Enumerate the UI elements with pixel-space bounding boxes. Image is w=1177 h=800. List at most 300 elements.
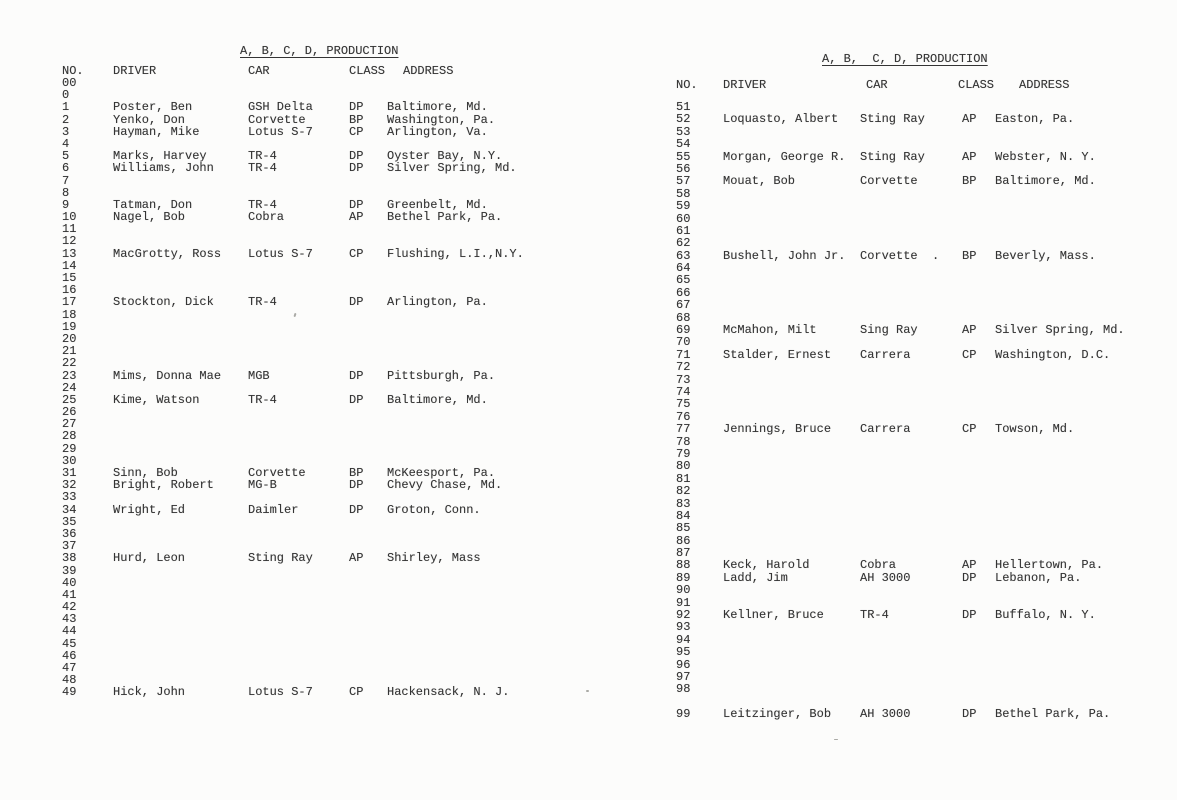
entry-number: 31 <box>62 466 77 480</box>
entry-car: TR-4 <box>248 161 277 176</box>
entry-address <box>995 621 1125 633</box>
entry-number: 95 <box>676 645 691 660</box>
entry-row <box>62 418 524 430</box>
entry-row <box>676 634 1125 646</box>
entry-address <box>995 448 1125 460</box>
entry-number: 33 <box>62 490 77 505</box>
entry-driver: Poster, Ben <box>113 100 193 115</box>
entry-address: Silver Spring, Md. <box>387 161 517 176</box>
entry-row <box>62 613 524 625</box>
entry-car <box>248 613 349 625</box>
entry-number: 97 <box>676 669 691 684</box>
entry-number: 28 <box>62 429 77 444</box>
entry-row <box>62 577 524 589</box>
entry-class <box>349 613 387 625</box>
entry-class <box>962 287 995 299</box>
entry-driver <box>113 418 248 430</box>
entry-row <box>676 510 1125 522</box>
entry-driver <box>113 613 248 625</box>
entry-car <box>860 374 962 386</box>
entry-class: DP <box>349 100 364 115</box>
entry-number: 63 <box>676 248 691 263</box>
entry-car <box>860 473 962 485</box>
entry-class <box>349 625 387 637</box>
entry-row <box>62 272 524 284</box>
entry-car <box>860 287 962 299</box>
entry-number: 83 <box>676 496 691 511</box>
entry-number: 54 <box>676 137 691 152</box>
entry-car: TR-4 <box>248 149 277 164</box>
entry-class <box>349 443 387 455</box>
entry-driver <box>113 491 248 503</box>
entry-driver <box>723 374 860 386</box>
entry-class <box>349 638 387 650</box>
entry-row <box>676 708 1125 720</box>
entry-driver: Mouat, Bob <box>723 174 796 189</box>
entry-car <box>248 175 349 187</box>
entry-car <box>248 309 349 321</box>
entry-address <box>995 386 1125 398</box>
entry-class <box>349 491 387 503</box>
entry-driver <box>113 333 248 345</box>
entry-number: 79 <box>676 446 691 461</box>
entry-driver <box>723 522 860 534</box>
entry-driver: Tatman, Don <box>113 197 193 212</box>
entry-address: Shirley, Mass <box>387 551 481 566</box>
entry-row <box>676 522 1125 534</box>
entry-row <box>676 609 1125 621</box>
entry-driver <box>113 577 248 589</box>
entry-row <box>676 436 1125 448</box>
entry-car: Corvette <box>248 112 306 127</box>
entry-number: 93 <box>676 620 691 635</box>
entry-row <box>62 235 524 247</box>
entry-number: 87 <box>676 546 691 561</box>
entry-class <box>962 498 995 510</box>
entry-driver <box>113 589 248 601</box>
entry-row <box>676 151 1125 163</box>
entry-class: AP <box>349 210 364 225</box>
entry-driver: Hayman, Mike <box>113 124 200 139</box>
entry-address: Oyster Bay, N.Y. <box>387 149 503 164</box>
entry-number: 10 <box>62 210 77 225</box>
entry-driver <box>113 650 248 662</box>
entry-class <box>962 299 995 311</box>
entry-car <box>248 260 349 272</box>
entry-class <box>962 485 995 497</box>
entry-driver <box>723 200 860 212</box>
entry-address <box>995 188 1125 200</box>
entry-driver: Yenko, Don <box>113 112 186 127</box>
entry-driver <box>723 621 860 633</box>
entry-class <box>962 374 995 386</box>
entry-row <box>676 448 1125 460</box>
entry-car <box>248 650 349 662</box>
entry-number: 59 <box>676 199 691 214</box>
entry-class: DP <box>962 570 977 585</box>
entry-number: 24 <box>62 380 77 395</box>
entry-class: DP <box>349 149 364 164</box>
entry-number: 66 <box>676 285 691 300</box>
entry-car <box>860 671 962 683</box>
entry-address <box>995 287 1125 299</box>
scan-speck <box>834 739 838 740</box>
entry-class <box>349 406 387 418</box>
entry-car <box>860 646 962 658</box>
entry-class <box>962 621 995 633</box>
entry-car: Carrera <box>860 422 911 437</box>
entry-address <box>387 625 524 637</box>
entry-row <box>676 200 1125 212</box>
entry-car <box>860 188 962 200</box>
entry-car <box>248 77 349 89</box>
entry-number: 2 <box>62 112 70 127</box>
entry-row <box>676 113 1125 125</box>
entry-driver <box>723 398 860 410</box>
entry-class <box>349 333 387 345</box>
entry-address <box>387 528 524 540</box>
entry-car <box>248 333 349 345</box>
entry-car <box>860 634 962 646</box>
entry-row <box>676 299 1125 311</box>
entry-number: 20 <box>62 331 77 346</box>
entry-driver <box>723 634 860 646</box>
entry-row <box>62 491 524 503</box>
entry-number: 52 <box>676 112 691 127</box>
entry-car <box>860 522 962 534</box>
entry-class <box>349 260 387 272</box>
header-car: CAR <box>866 78 888 92</box>
entry-driver: Wright, Ed <box>113 502 186 517</box>
entry-driver: Sinn, Bob <box>113 466 178 480</box>
entry-car: Lotus S-7 <box>248 685 313 700</box>
entry-number: 22 <box>62 356 77 371</box>
entry-address <box>387 601 524 613</box>
entry-class: DP <box>349 392 364 407</box>
entry-row <box>62 443 524 455</box>
entry-car <box>860 621 962 633</box>
entry-class: BP <box>962 174 977 189</box>
entry-address: Webster, N. Y. <box>995 149 1096 164</box>
entry-class <box>349 516 387 528</box>
entry-number: 70 <box>676 335 691 350</box>
entry-car <box>248 345 349 357</box>
entry-address <box>387 577 524 589</box>
entry-row <box>62 126 524 138</box>
entry-row <box>62 552 524 564</box>
entry-class: DP <box>962 707 977 722</box>
entry-class: CP <box>349 124 364 139</box>
entry-class: CP <box>349 246 364 261</box>
entry-number: 60 <box>676 211 691 226</box>
entry-address: Easton, Pa. <box>995 112 1075 127</box>
entry-car <box>248 406 349 418</box>
entry-driver <box>723 361 860 373</box>
entry-class: DP <box>349 478 364 493</box>
entry-car <box>860 584 962 596</box>
entry-number: 80 <box>676 459 691 474</box>
entry-number: 41 <box>62 587 77 602</box>
entry-address: Baltimore, Md. <box>387 392 488 407</box>
entry-driver <box>723 274 860 286</box>
entry-car: MGB <box>248 368 270 383</box>
entry-driver <box>113 175 248 187</box>
entry-driver <box>723 138 860 150</box>
entry-number: 96 <box>676 657 691 672</box>
entry-driver <box>723 498 860 510</box>
entry-class: AP <box>962 558 977 573</box>
entry-address: Bethel Park, Pa. <box>387 210 503 225</box>
entry-driver <box>723 436 860 448</box>
entry-number: 38 <box>62 551 77 566</box>
entry-driver <box>723 225 860 237</box>
entry-class <box>349 272 387 284</box>
entry-number: 64 <box>676 261 691 276</box>
entry-car: Carrera <box>860 347 911 362</box>
entry-number: 92 <box>676 608 691 623</box>
entry-row <box>62 114 524 126</box>
entry-row <box>62 162 524 174</box>
entry-row <box>62 248 524 260</box>
entry-number: 49 <box>62 685 77 700</box>
entry-driver: Bushell, John Jr. <box>723 248 846 263</box>
entry-address <box>995 299 1125 311</box>
entry-address: Washington, D.C. <box>995 347 1111 362</box>
entry-driver: Loquasto, Albert <box>723 112 839 127</box>
entry-address <box>995 659 1125 671</box>
entry-class <box>962 448 995 460</box>
entry-driver <box>723 188 860 200</box>
entry-row <box>62 589 524 601</box>
entry-address: Hackensack, N. J. <box>387 685 510 700</box>
entry-car: MG-B <box>248 478 277 493</box>
entry-number: 11 <box>62 222 77 237</box>
entry-address <box>995 374 1125 386</box>
entry-row <box>676 361 1125 373</box>
entry-address <box>995 473 1125 485</box>
entry-driver <box>723 473 860 485</box>
entry-class <box>349 345 387 357</box>
entry-number: 71 <box>676 347 691 362</box>
entry-car <box>248 589 349 601</box>
entry-address <box>995 634 1125 646</box>
entry-row <box>676 572 1125 584</box>
entry-row <box>676 324 1125 336</box>
entry-car <box>860 274 962 286</box>
entry-class: AP <box>962 323 977 338</box>
entry-address <box>995 213 1125 225</box>
entry-driver <box>113 516 248 528</box>
entry-driver: Jennings, Bruce <box>723 422 832 437</box>
entry-row <box>676 250 1125 262</box>
entry-car <box>860 485 962 497</box>
entry-class <box>962 398 995 410</box>
entry-row <box>676 188 1125 200</box>
entry-car <box>248 491 349 503</box>
entry-car <box>860 262 962 274</box>
entry-number: 00 <box>62 76 77 90</box>
entry-address <box>995 535 1125 547</box>
entry-class <box>962 274 995 286</box>
entry-car <box>860 200 962 212</box>
entry-address: Groton, Conn. <box>387 502 481 517</box>
entry-number: 48 <box>62 673 77 688</box>
entry-class <box>962 671 995 683</box>
entry-class: CP <box>962 347 977 362</box>
entry-driver <box>723 386 860 398</box>
entry-driver: Nagel, Bob <box>113 210 186 225</box>
entry-row <box>676 126 1125 138</box>
entry-row <box>676 559 1125 571</box>
entry-car <box>860 138 962 150</box>
entry-address <box>995 485 1125 497</box>
entry-address <box>387 77 524 89</box>
entry-row <box>676 349 1125 361</box>
entry-car <box>248 357 349 369</box>
entry-car: Corvette <box>248 466 306 480</box>
entry-car <box>860 535 962 547</box>
entry-car: Corvette <box>860 174 918 189</box>
entry-number: 94 <box>676 632 691 647</box>
entry-row <box>62 479 524 491</box>
entry-driver: Hick, John <box>113 685 186 700</box>
entry-address <box>995 683 1125 695</box>
entry-car: TR-4 <box>248 295 277 310</box>
entry-address <box>387 638 524 650</box>
entry-row <box>62 516 524 528</box>
entry-row <box>676 423 1125 435</box>
entry-row <box>676 386 1125 398</box>
entry-driver <box>113 443 248 455</box>
entry-car: Lotus S-7 <box>248 124 313 139</box>
entry-class: BP <box>349 112 364 127</box>
entry-car <box>860 336 962 348</box>
entry-address <box>387 345 524 357</box>
entry-number: 3 <box>62 124 70 139</box>
entry-row <box>62 601 524 613</box>
entry-number: 12 <box>62 234 77 249</box>
entry-address: Baltimore, Md. <box>387 100 488 115</box>
entry-address <box>387 516 524 528</box>
entry-row <box>62 406 524 418</box>
entry-class <box>349 601 387 613</box>
entry-address <box>995 237 1125 249</box>
entry-driver <box>723 671 860 683</box>
entry-number: 35 <box>62 514 77 529</box>
entry-driver: Kime, Watson <box>113 392 200 407</box>
entry-class <box>962 646 995 658</box>
scan-speck <box>586 690 589 692</box>
entry-driver <box>723 262 860 274</box>
left-entry-rows <box>62 77 524 699</box>
entry-class <box>962 188 995 200</box>
entry-address: Baltimore, Md. <box>995 174 1096 189</box>
entry-number: 21 <box>62 344 77 359</box>
entry-class: BP <box>349 466 364 480</box>
entry-number: 75 <box>676 397 691 412</box>
entry-number: 44 <box>62 624 77 639</box>
entry-number: 81 <box>676 471 691 486</box>
entry-car <box>248 638 349 650</box>
entry-address <box>387 260 524 272</box>
entry-car: TR-4 <box>860 608 889 623</box>
entry-driver <box>113 235 248 247</box>
entry-number: 0 <box>62 88 70 103</box>
entry-class <box>962 436 995 448</box>
entry-driver <box>113 638 248 650</box>
entry-driver: MacGrotty, Ross <box>113 246 222 261</box>
entry-driver <box>113 601 248 613</box>
entry-driver <box>723 659 860 671</box>
entry-row <box>676 237 1125 249</box>
entry-address <box>995 138 1125 150</box>
left-column-headers <box>62 65 453 77</box>
entry-number: 89 <box>676 570 691 585</box>
entry-row <box>676 473 1125 485</box>
entry-car <box>248 418 349 430</box>
entry-driver <box>113 309 248 321</box>
entry-number: 74 <box>676 384 691 399</box>
entry-class <box>349 528 387 540</box>
entry-car: TR-4 <box>248 392 277 407</box>
entry-address <box>387 309 524 321</box>
entry-row <box>62 211 524 223</box>
entry-driver <box>723 460 860 472</box>
entry-driver <box>113 662 248 674</box>
entry-address <box>995 398 1125 410</box>
entry-class <box>349 662 387 674</box>
entry-driver: Keck, Harold <box>723 558 810 573</box>
entry-address <box>387 175 524 187</box>
entry-car <box>248 625 349 637</box>
entry-row <box>676 646 1125 658</box>
entry-class <box>962 237 995 249</box>
entry-number: 6 <box>62 161 70 176</box>
entry-car <box>860 126 962 138</box>
entry-class <box>962 138 995 150</box>
entry-driver: Stockton, Dick <box>113 295 214 310</box>
header-class: CLASS <box>349 64 386 78</box>
entry-driver <box>723 535 860 547</box>
entry-class: DP <box>349 197 364 212</box>
entry-class: DP <box>962 608 977 623</box>
entry-address: Beverly, Mass. <box>995 248 1096 263</box>
entry-class: DP <box>349 161 364 176</box>
entry-row <box>62 175 524 187</box>
entry-number: 68 <box>676 310 691 325</box>
entry-number: 76 <box>676 409 691 424</box>
entry-address <box>387 235 524 247</box>
entry-row <box>676 398 1125 410</box>
entry-class: BP <box>962 248 977 263</box>
entry-class <box>349 235 387 247</box>
entry-class: AP <box>962 112 977 127</box>
entry-class <box>962 213 995 225</box>
entry-number: 57 <box>676 174 691 189</box>
right-page-title: A, B, C, D, PRODUCTION <box>822 52 988 66</box>
entry-address <box>995 671 1125 683</box>
entry-class <box>349 77 387 89</box>
entry-address: Washington, Pa. <box>387 112 496 127</box>
entry-row <box>676 175 1125 187</box>
entry-address <box>387 662 524 674</box>
entry-address: Buffalo, N. Y. <box>995 608 1096 623</box>
entry-class: DP <box>349 295 364 310</box>
entry-class <box>349 418 387 430</box>
entry-row <box>676 621 1125 633</box>
entry-address: Greenbelt, Md. <box>387 197 488 212</box>
entry-address <box>995 225 1125 237</box>
